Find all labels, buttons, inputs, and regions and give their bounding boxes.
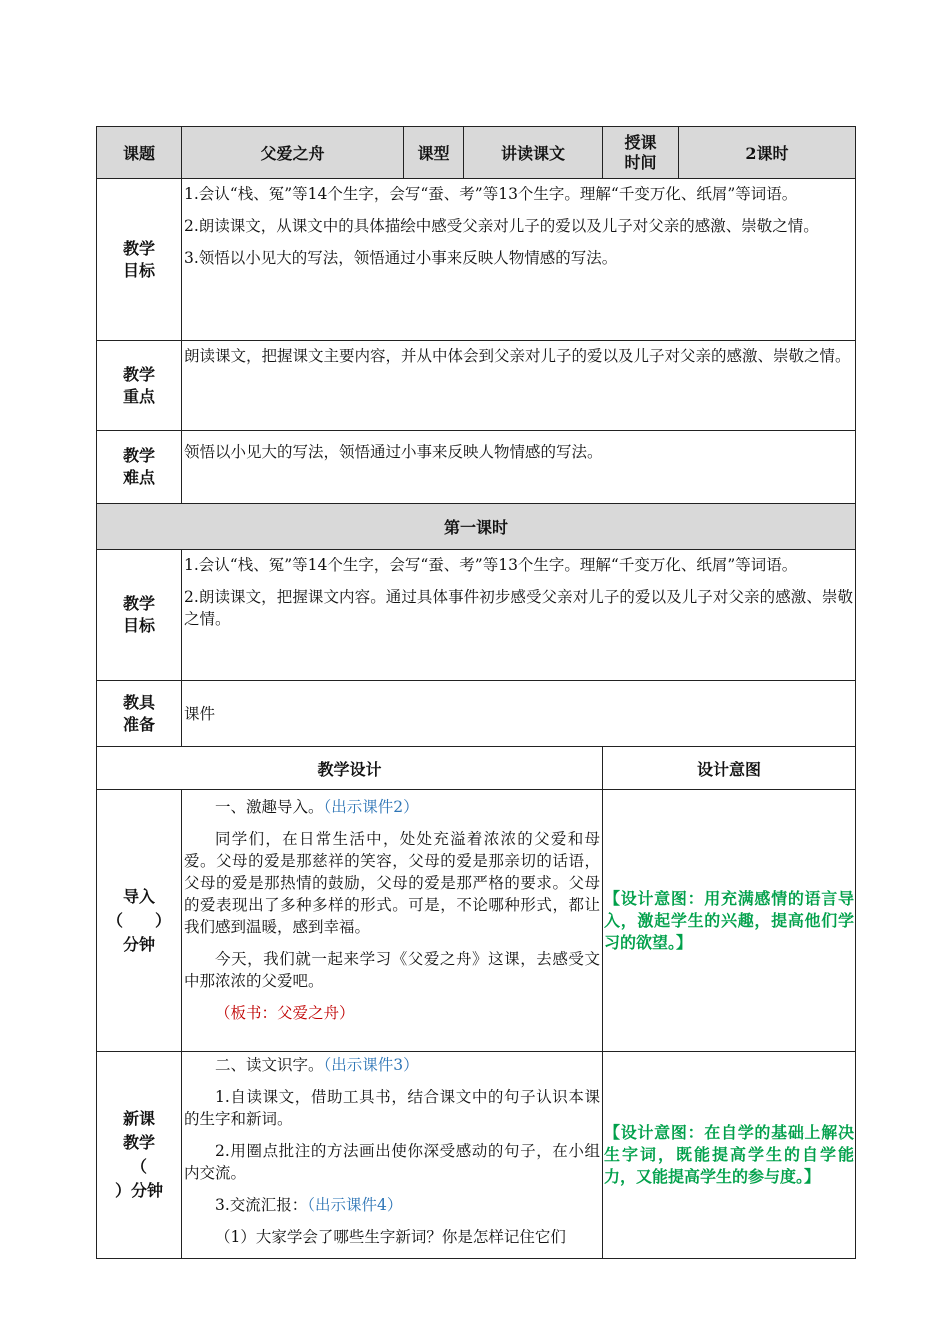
key-points-text: 朗读课文，把握课文主要内容，并从中体会到父亲对儿子的爱以及儿子对父亲的感激、崇敬之情。 bbox=[182, 341, 856, 431]
intro-paragraph: 今天，我们就一起来学习《父爱之舟》这课，去感受文中那浓浓的父爱吧。 bbox=[184, 950, 600, 990]
lesson-plan-table bbox=[96, 126, 856, 1259]
intro-label bbox=[97, 790, 182, 1052]
section-heading: 一、激趣导入。 bbox=[215, 798, 324, 816]
label-line: 教学 bbox=[122, 364, 155, 384]
goal-item: 1.会认“栈、冤”等14个生字，会写“蚕、考”等13个生字。理解“千变万化、纸屑”等词语。 bbox=[184, 556, 798, 574]
design-header-row bbox=[97, 747, 856, 790]
label-line: 导入 bbox=[122, 886, 155, 906]
goal-item: 3.领悟以小见大的写法，领悟通过小事来反映人物情感的写法。 bbox=[184, 249, 618, 267]
overall-goals-label bbox=[97, 179, 182, 341]
overall-goals-row bbox=[97, 179, 856, 341]
type-value: 讲读课文 bbox=[464, 127, 603, 179]
lesson1-goals-text bbox=[182, 550, 856, 681]
label-line: 目标 bbox=[122, 260, 155, 280]
key-points-label bbox=[97, 341, 182, 431]
tools-row bbox=[97, 681, 856, 747]
time-label-line2: 时间 bbox=[624, 152, 657, 172]
newlesson-question: （1）大家学会了哪些生字新词？你是怎样记住它们 bbox=[215, 1228, 566, 1246]
newlesson-content bbox=[182, 1052, 603, 1259]
type-label: 课型 bbox=[404, 127, 464, 179]
label-line: 教学 bbox=[122, 238, 155, 258]
newlesson-heading bbox=[184, 1054, 600, 1076]
difficulty-label bbox=[97, 431, 182, 504]
slide-note: （出示课件4） bbox=[307, 1196, 403, 1214]
slide-note: （出示课件3） bbox=[323, 1056, 419, 1074]
tools-text: 课件 bbox=[182, 681, 856, 747]
goal-item: 1.会认“栈、冤”等14个生字，会写“蚕、考”等13个生字。理解“千变万化、纸屑”等词语。 bbox=[184, 185, 798, 203]
difficulty-row bbox=[97, 431, 856, 504]
section-heading: 二、读文识字。 bbox=[215, 1056, 324, 1074]
lesson1-title: 第一课时 bbox=[97, 504, 856, 550]
overall-goals-text bbox=[182, 179, 856, 341]
header-row bbox=[97, 127, 856, 179]
label-line: （ bbox=[130, 1157, 147, 1176]
intent-header: 设计意图 bbox=[603, 747, 856, 790]
design-header: 教学设计 bbox=[97, 747, 603, 790]
slide-note: （出示课件2） bbox=[323, 798, 419, 816]
newlesson-step: 2.用圈点批注的方法画出使你深受感动的句子，在小组内交流。 bbox=[184, 1142, 600, 1182]
label-line: 新课 bbox=[122, 1109, 155, 1128]
newlesson-intent: 【设计意图：在自学的基础上解决生字词，既能提高学生的自学能力，又能提高学生的参与度。】 bbox=[603, 1052, 856, 1259]
intro-row bbox=[97, 790, 856, 1052]
intro-heading bbox=[184, 796, 600, 818]
newlesson-row bbox=[97, 1052, 856, 1259]
intro-paragraph: 同学们，在日常生活中，处处充溢着浓浓的父爱和母爱。父母的爱是那慈祥的笑容，父母的爱是那亲切的话语，父母的爱是那热情的鼓励，父母的爱是那严格的要求。父母的爱表现出了多种多样的形式。可是，不论哪种形式，都让我们感到温暖，感到幸福。 bbox=[184, 830, 600, 936]
intro-intent: 【设计意图：用充满感情的语言导入，激起学生的兴趣，提高他们学习的欲望。】 bbox=[603, 790, 856, 1052]
goal-item: 2.朗读课文，从课文中的具体描绘中感受父亲对儿子的爱以及儿子对父亲的感激、崇敬之情。 bbox=[184, 217, 819, 235]
lesson1-goals-row bbox=[97, 550, 856, 681]
label-line: （ ） bbox=[106, 910, 171, 930]
key-points-row bbox=[97, 341, 856, 431]
board-note: （板书：父爱之舟） bbox=[215, 1004, 355, 1022]
topic-label: 课题 bbox=[97, 127, 182, 179]
goal-item: 2.朗读课文，把握课文内容。通过具体事件初步感受父亲对儿子的爱以及儿子对父亲的感激、崇敬之情。 bbox=[184, 588, 853, 628]
label-line: 准备 bbox=[122, 714, 155, 734]
label-line: 难点 bbox=[122, 468, 155, 487]
newlesson-clip bbox=[184, 1054, 600, 1258]
topic-value: 父爱之舟 bbox=[182, 127, 404, 179]
step-text: 3.交流汇报： bbox=[215, 1196, 308, 1214]
time-label bbox=[603, 127, 679, 179]
label-line: 目标 bbox=[122, 616, 155, 635]
label-line: 分钟 bbox=[122, 934, 155, 954]
label-line: 教学 bbox=[122, 1133, 155, 1152]
label-line: ）分钟 bbox=[114, 1181, 163, 1200]
lesson1-goals-label bbox=[97, 550, 182, 681]
newlesson-step: 1.自读课文，借助工具书，结合课文中的句子认识本课的生字和新词。 bbox=[184, 1088, 600, 1128]
difficulty-text: 领悟以小见大的写法，领悟通过小事来反映人物情感的写法。 bbox=[182, 431, 856, 504]
time-value: 2课时 bbox=[679, 127, 856, 179]
label-line: 教具 bbox=[122, 692, 155, 712]
label-line: 教学 bbox=[122, 446, 155, 465]
intro-content bbox=[182, 790, 603, 1052]
tools-label bbox=[97, 681, 182, 747]
newlesson-step bbox=[184, 1194, 600, 1216]
label-line: 重点 bbox=[122, 386, 155, 406]
time-label-line1: 授课 bbox=[624, 132, 657, 152]
lesson1-title-row bbox=[97, 504, 856, 550]
newlesson-label bbox=[97, 1052, 182, 1259]
label-line: 教学 bbox=[122, 594, 155, 613]
